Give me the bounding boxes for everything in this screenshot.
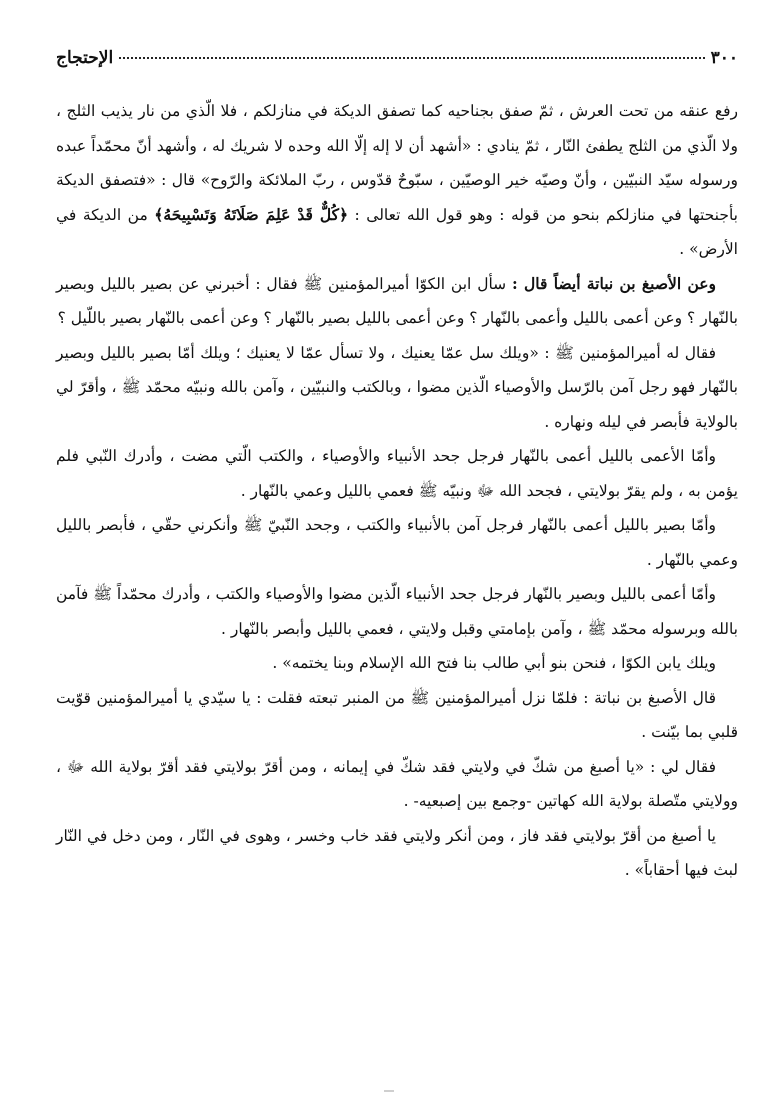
paragraph-text: سأل ابن الكوّا أميرالمؤمنين ﷺ فقال : أخبرني عن بصير بالليل وبصير بالنّهار ؟ وعن أعمى بالليل وأعمى بالنّهار ؟ وعن أعمى بالليل بصير بالنّهار ؟ وعن أعمى بالنّهار بصير باللّيل ؟ <box>56 274 738 327</box>
running-title: الإحتجاج <box>56 48 114 68</box>
folio-mark <box>384 1090 394 1092</box>
paragraph <box>56 819 738 888</box>
book-page <box>56 48 738 888</box>
paragraph-text: ويلك يابن الكوّا ، فنحن بنو أبي طالب بنا فتح الله الإسلام وبنا يختمه» . <box>272 654 716 672</box>
paragraph-text: وأمّا بصير بالليل أعمى بالنّهار فرجل آمن بالأنبياء والكتب ، وجحد النّبيّ ﷺ وأنكرني حقّي ، فأبصر بالليل وعمي بالنّهار . <box>56 516 738 569</box>
page-number: ٣٠٠ <box>710 48 738 68</box>
quran-verse: ﴿كُلٌّ قَدْ عَلِمَ صَلَاتَهُ وَتَسْبِيحَهُ﴾ <box>154 204 349 224</box>
paragraph-text: فقال لي : «يا أصبغ من شكّ في ولايتي فقد شكّ في إيمانه ، ومن أقرّ بولايتي فقد أقرّ بولاية الله ﷻ ، وولايتي متّصلة بولاية الله كهاتين -وجمع بين إصبعيه- . <box>56 757 738 810</box>
paragraph <box>56 336 738 440</box>
paragraph <box>56 94 738 267</box>
paragraph-text: فقال له أميرالمؤمنين ﷺ : «ويلك سل عمّا يعنيك ، ولا تسأل عمّا لا يعنيك ؛ ويلك أمّا بصير بالليل وبصير بالنّهار فهو رجل آمن بالرّسل والأوصياء الّذين مضوا ، وبالكتب والنبيّين ، وآمن بالله ونبيّه محمّد ﷺ ، وأقرّ لي بالولاية فأبصر في ليله ونهاره . <box>56 343 738 431</box>
paragraph <box>56 646 738 681</box>
paragraph <box>56 508 738 577</box>
paragraph <box>56 750 738 819</box>
narrator-lead: وعن الأصبغ بن نباتة أيضاً قال : <box>512 273 716 293</box>
paragraph-text: قال الأصبغ بن نباتة : فلمّا نزل أميرالمؤمنين ﷺ من المنبر تبعته فقلت : يا سيّدي يا أميرالمؤمنين قوّيت قلبي بما بيّنت . <box>56 688 738 741</box>
page-body <box>56 94 738 888</box>
paragraph-text: وأمّا الأعمى بالليل أعمى بالنّهار فرجل جحد الأنبياء والأوصياء ، والكتب الّتي مضت ، وأدرك النّبي فلم يؤمن به ، ولم يقرّ بولايتي ، فجحد الله ﷻ ونبيّه ﷺ فعمي بالليل وعمي بالنّهار . <box>56 447 738 500</box>
paragraph-text: يا أصبغ من أقرّ بولايتي فقد فاز ، ومن أنكر ولايتي فقد خاب وخسر ، وهوى في النّار ، ومن دخل في النّار لبث فيها أحقاباً» . <box>56 826 738 879</box>
paragraph-text: وأمّا أعمى بالليل وبصير بالنّهار فرجل جحد الأنبياء الّذين مضوا والأوصياء والكتب ، وأدرك محمّداً ﷺ فآمن بالله وبرسوله محمّد ﷺ ، وآمن بإمامتي وقبل ولايتي ، فعمي بالليل وأبصر بالنّهار . <box>56 585 738 638</box>
paragraph <box>56 681 738 750</box>
dotted-leader <box>119 57 704 59</box>
paragraph <box>56 577 738 646</box>
paragraph-text: رفع عنقه من تحت العرش ، ثمّ صفق بجناحيه كما تصفق الديكة في منازلكم ، فلا الّذي من نار يذيب الثلج ، ولا الّذي من الثلج يطفئ النّار ، ثمّ ينادي : «أشهد أن لا إله إلّا الله وحده لا شريك له ، وأشهد أنّ محمّداً عبده ورسوله سيّد النبيّين ، وأنّ وصيّه خير الوصيّين ، سبّوحٌ قدّوس ، ربّ الملائكة والرّوح» قال : «فتصفق الديكة بأجنحتها في منازلكم بنحو من قوله : وهو قول الله تعالى : <box>56 102 738 224</box>
paragraph <box>56 267 738 336</box>
running-header <box>56 48 738 76</box>
paragraph-tail: من الديكة في الأرض» . <box>56 205 738 258</box>
paragraph <box>56 439 738 508</box>
